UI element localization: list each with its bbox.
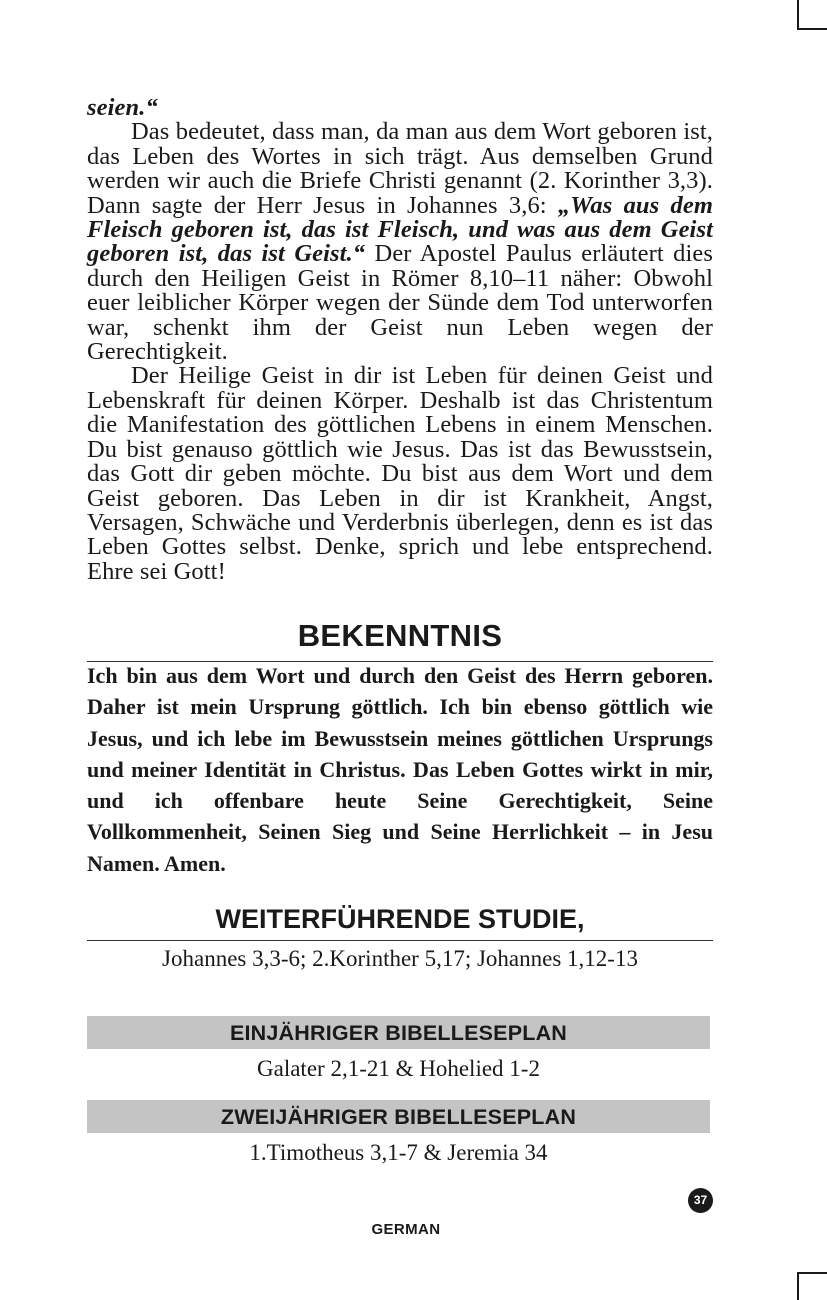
- paragraph-2-text-a: Das bedeutet, dass man, da man aus dem Wort geboren ist, das Leben des Wortes in sich trägt. Aus demselben Grund werden wir auch die Briefe Christi genannt (2. Korinther 3,3). Dann sagte der Herr Jesus in Johannes 3,6:: [87, 118, 713, 219]
- quote-ending: seien.“: [87, 94, 158, 121]
- confession-text: Ich bin aus dem Wort und durch den Geist des Herrn geboren. Daher ist mein Ursprung göttlich. Ich bin ebenso göttlich wie Jesus, und ich lebe im Bewusstsein meines göttlichen Ursprungs und meiner Identität in Christus. Das Leben Gottes wirkt in mir, und ich offenbare heute Seine Gerechtigkeit, Seine Vollkommenheit, Seinen Sieg und Seine Herrlichkeit – in Jesu Namen. Amen.: [87, 663, 713, 876]
- devotional-body: [87, 96, 713, 584]
- scripture-quote: „Was aus dem Fleisch geboren ist, das ist Fleisch, und was aus dem Geist geboren ist, das ist Geist.“: [87, 191, 713, 268]
- crop-mark-top-vertical: [797, 0, 799, 30]
- crop-mark-bottom-horizontal: [797, 1272, 827, 1274]
- one-year-plan-reading: Galater 2,1-21 & Hohelied 1-2: [257, 1056, 540, 1081]
- further-study-references: Johannes 3,3-6; 2.Korinther 5,17; Johannes 1,12-13: [162, 946, 638, 971]
- further-study-divider: [87, 940, 713, 941]
- confession-title: BEKENNTNIS: [297, 618, 503, 653]
- paragraph-2: [87, 120, 713, 364]
- one-year-plan-title: EINJÄHRIGER BIBELLESEPLAN: [87, 1016, 710, 1049]
- paragraph-3: Der Heilige Geist in dir ist Leben für deinen Geist und Lebenskraft für deinen Körper. Deshalb ist das Christentum die Manifestation des göttlichen Lebens in einem Menschen. Du bist genauso göttlich wie Jesus. Das ist das Bewusstsein, das Gott dir geben möchte. Du bist aus dem Wort und dem Geist geboren. Das Leben in dir ist Krankheit, Angst, Versagen, Schwäche und Verderbnis überlegen, denn es ist das Leben Gottes selbst. Denke, sprich und lebe entsprechend. Ehre sei Gott!: [87, 362, 713, 585]
- crop-mark-top-horizontal: [797, 28, 827, 30]
- paragraph-2-text-b: Der Apostel Paulus erläutert dies durch den Heiligen Geist in Römer 8,10–11 näher: Obwohl euer leiblicher Körper wegen der Sünde dem Tod unterworfen war, schenkt ihm der Geist nun Leben wegen der Gerechtigkeit.: [87, 240, 713, 366]
- further-study-title: WEITERFÜHRENDE STUDIE,: [215, 904, 585, 934]
- two-year-plan-title: ZWEIJÄHRIGER BIBELLESEPLAN: [87, 1100, 710, 1133]
- footer-language: GERMAN: [371, 1221, 441, 1238]
- crop-mark-bottom-vertical: [797, 1272, 799, 1300]
- two-year-plan-reading: 1.Timotheus 3,1-7 & Jeremia 34: [249, 1140, 548, 1165]
- page-number-badge: 37: [688, 1188, 713, 1213]
- paragraph-1: [87, 96, 713, 120]
